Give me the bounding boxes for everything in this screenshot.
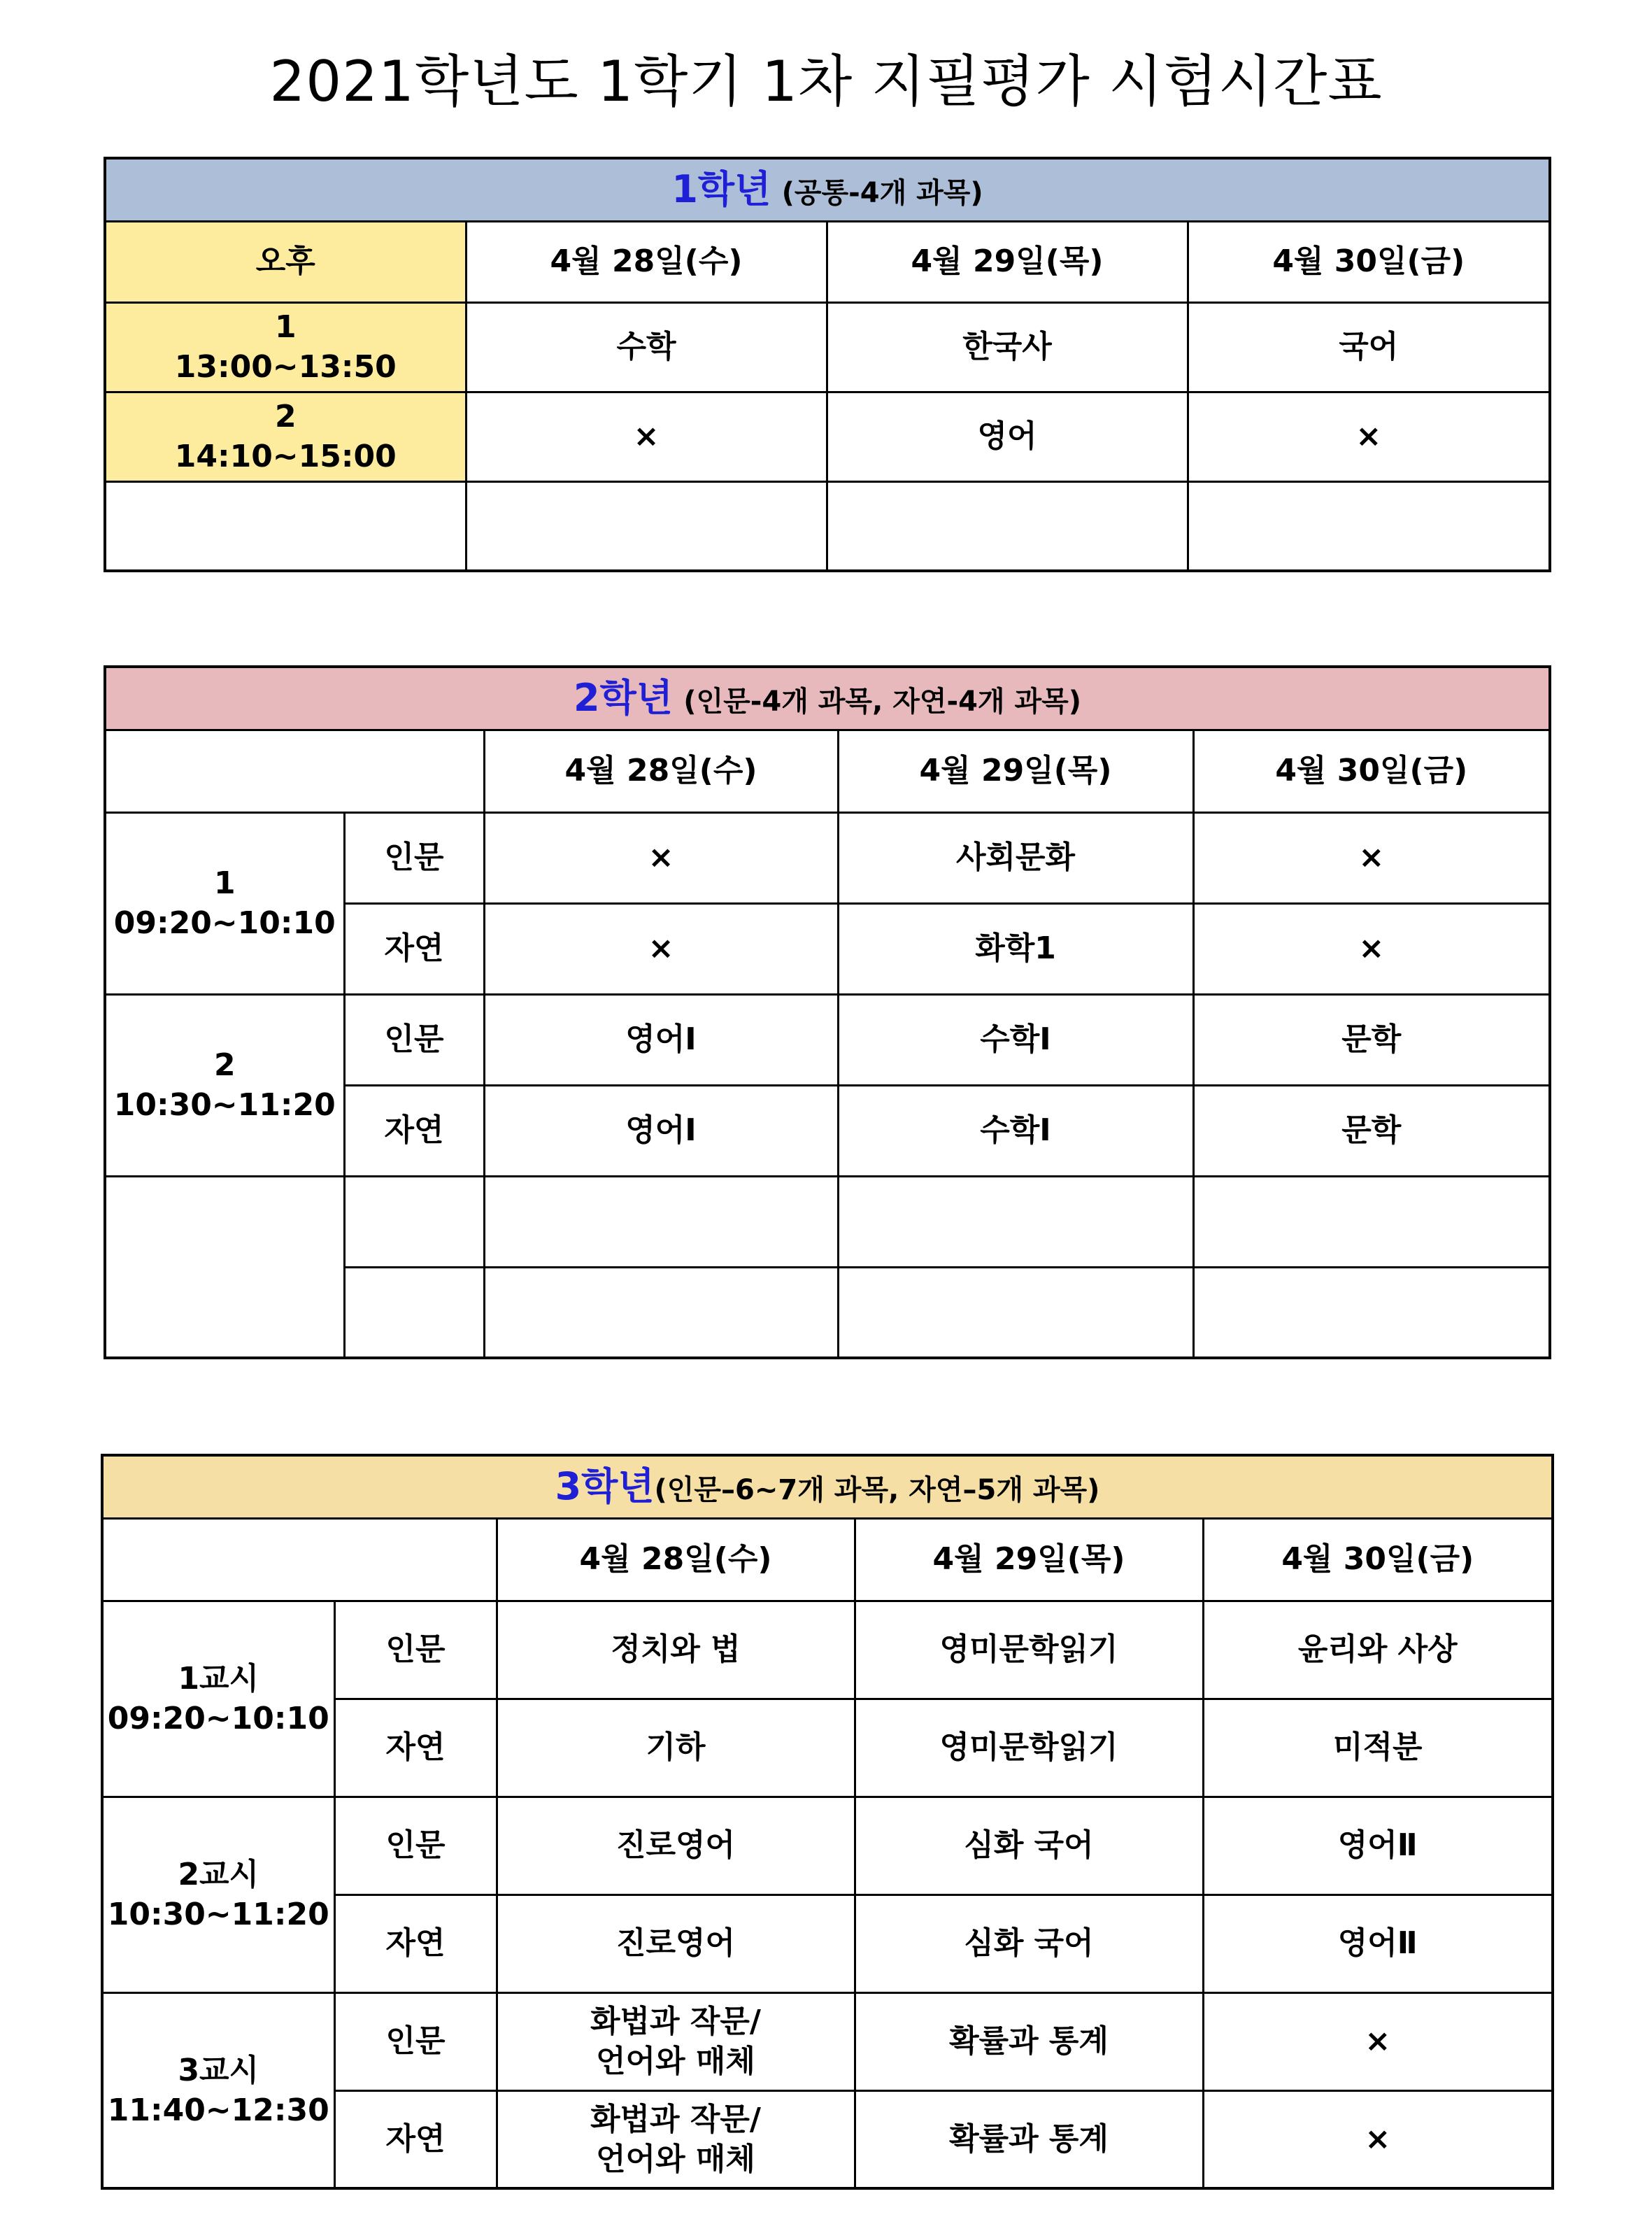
subject-cell: 영어Ⅰ [484, 994, 838, 1085]
grade2-corner-cell [105, 730, 484, 812]
grade1-period-cell [105, 392, 466, 481]
subject-cell: 문학 [1193, 994, 1550, 1085]
grade2-header [105, 667, 1550, 730]
subject-cell: 영미문학읽기 [855, 1601, 1203, 1699]
track-cell: 인문 [334, 1992, 497, 2090]
track-cell: 인문 [334, 1797, 497, 1894]
subject-cell: 한국사 [827, 302, 1188, 392]
grade1-period-cell [105, 302, 466, 392]
grade2-period-cell [105, 994, 344, 1176]
period-time: 13:00~13:50 [174, 349, 397, 385]
subject-line: 언어와 매체 [596, 2141, 755, 2177]
period-time: 11:40~12:30 [107, 2092, 329, 2128]
subject-cell: 기하 [497, 1699, 855, 1797]
subject-line: 화법과 작문/ [590, 2003, 761, 2039]
grade3-date-header: 4월 29일(목) [855, 1518, 1203, 1601]
period-time: 10:30~11:20 [107, 1897, 329, 1932]
grade3-period-cell [102, 1601, 334, 1797]
track-cell: 자연 [334, 1699, 497, 1797]
track-cell: 자연 [334, 1894, 497, 1992]
period-number: 2 [274, 398, 297, 434]
subject-cell: 확률과 통계 [855, 1992, 1203, 2090]
subject-cell: 심화 국어 [855, 1894, 1203, 1992]
grade1-sublabel: (공통-4개 과목) [781, 177, 983, 210]
track-cell: 인문 [334, 1601, 497, 1699]
grade3-label: 3학년 [555, 1464, 655, 1509]
subject-cell: 정치와 법 [497, 1601, 855, 1699]
empty-cell [344, 1267, 484, 1358]
subject-cell: 영어 [827, 392, 1188, 481]
grade3-period-cell [102, 1992, 334, 2188]
subject-cell: 윤리와 사상 [1203, 1601, 1553, 1699]
subject-cell: 수학Ⅰ [838, 1085, 1193, 1176]
subject-cell: × [484, 812, 838, 903]
grade2-label: 2학년 [574, 676, 673, 721]
track-cell: 자연 [344, 1085, 484, 1176]
subject-cell: × [1203, 1992, 1553, 2090]
grade2-sublabel: (인문-4개 과목, 자연-4개 과목) [683, 686, 1082, 718]
grade2-date-header: 4월 28일(수) [484, 730, 838, 812]
period-time: 09:20~10:10 [113, 905, 336, 941]
period-number: 2교시 [178, 1856, 259, 1892]
grade1-date-header: 4월 30일(금) [1188, 221, 1550, 302]
track-cell: 인문 [344, 812, 484, 903]
subject-cell [497, 1992, 855, 2090]
empty-cell [838, 1267, 1193, 1358]
empty-cell [105, 481, 466, 571]
subject-cell: × [1203, 2090, 1553, 2188]
grade3-sublabel: (인문–6~7개 과목, 자연–5개 과목) [654, 1474, 1100, 1507]
empty-cell [1193, 1176, 1550, 1267]
grade2-date-header: 4월 30일(금) [1193, 730, 1550, 812]
subject-line: 언어와 매체 [596, 2044, 755, 2079]
subject-cell: 확률과 통계 [855, 2090, 1203, 2188]
track-cell: 자연 [334, 2090, 497, 2188]
subject-cell: 진로영어 [497, 1894, 855, 1992]
empty-cell [1188, 481, 1550, 571]
subject-cell: 영어Ⅱ [1203, 1797, 1553, 1894]
subject-cell: 진로영어 [497, 1797, 855, 1894]
page-title: 2021학년도 1학기 1차 지필평가 시험시간표 [269, 49, 1383, 114]
subject-cell: 사회문화 [838, 812, 1193, 903]
empty-cell [484, 1176, 838, 1267]
empty-cell [838, 1176, 1193, 1267]
period-number: 2 [213, 1047, 236, 1083]
period-number: 1교시 [178, 1660, 259, 1697]
subject-cell: × [466, 392, 827, 481]
empty-cell [1193, 1267, 1550, 1358]
period-time: 09:20~10:10 [107, 1701, 329, 1736]
period-time: 10:30~11:20 [113, 1087, 336, 1123]
subject-cell: × [1193, 812, 1550, 903]
track-cell: 자연 [344, 903, 484, 994]
period-number: 1 [274, 309, 297, 345]
subject-cell: × [484, 903, 838, 994]
subject-cell: 수학Ⅰ [838, 994, 1193, 1085]
subject-cell: 문학 [1193, 1085, 1550, 1176]
grade3-schedule-table [101, 1454, 1554, 2190]
track-cell: 인문 [344, 994, 484, 1085]
empty-cell [466, 481, 827, 571]
grade3-date-header: 4월 30일(금) [1203, 1518, 1553, 1601]
grade1-date-header: 4월 28일(수) [466, 221, 827, 302]
grade1-label: 1학년 [671, 167, 771, 212]
period-number: 1 [213, 865, 236, 901]
empty-cell [344, 1176, 484, 1267]
subject-cell: 영어Ⅰ [484, 1085, 838, 1176]
subject-cell: × [1193, 903, 1550, 994]
subject-cell: 심화 국어 [855, 1797, 1203, 1894]
empty-cell [484, 1267, 838, 1358]
subject-cell: 영어Ⅱ [1203, 1894, 1553, 1992]
subject-cell [497, 2090, 855, 2188]
empty-cell [105, 1176, 344, 1358]
subject-cell: 영미문학읽기 [855, 1699, 1203, 1797]
period-time: 14:10~15:00 [174, 439, 397, 474]
grade2-schedule-table [104, 665, 1551, 1359]
grade3-header [102, 1455, 1553, 1518]
grade1-corner-cell: 오후 [105, 221, 466, 302]
subject-cell: × [1188, 392, 1550, 481]
grade1-date-header: 4월 29일(목) [827, 221, 1188, 302]
grade3-date-header: 4월 28일(수) [497, 1518, 855, 1601]
subject-cell: 수학 [466, 302, 827, 392]
grade3-period-cell [102, 1797, 334, 1992]
empty-cell [827, 481, 1188, 571]
subject-line: 화법과 작문/ [590, 2101, 761, 2137]
subject-cell: 미적분 [1203, 1699, 1553, 1797]
subject-cell: 국어 [1188, 302, 1550, 392]
grade2-period-cell [105, 812, 344, 994]
grade3-corner-cell [102, 1518, 497, 1601]
grade2-date-header: 4월 29일(목) [838, 730, 1193, 812]
subject-cell: 화학1 [838, 903, 1193, 994]
period-number: 3교시 [178, 2052, 259, 2088]
grade1-header [105, 158, 1550, 221]
grade1-schedule-table [104, 157, 1551, 572]
